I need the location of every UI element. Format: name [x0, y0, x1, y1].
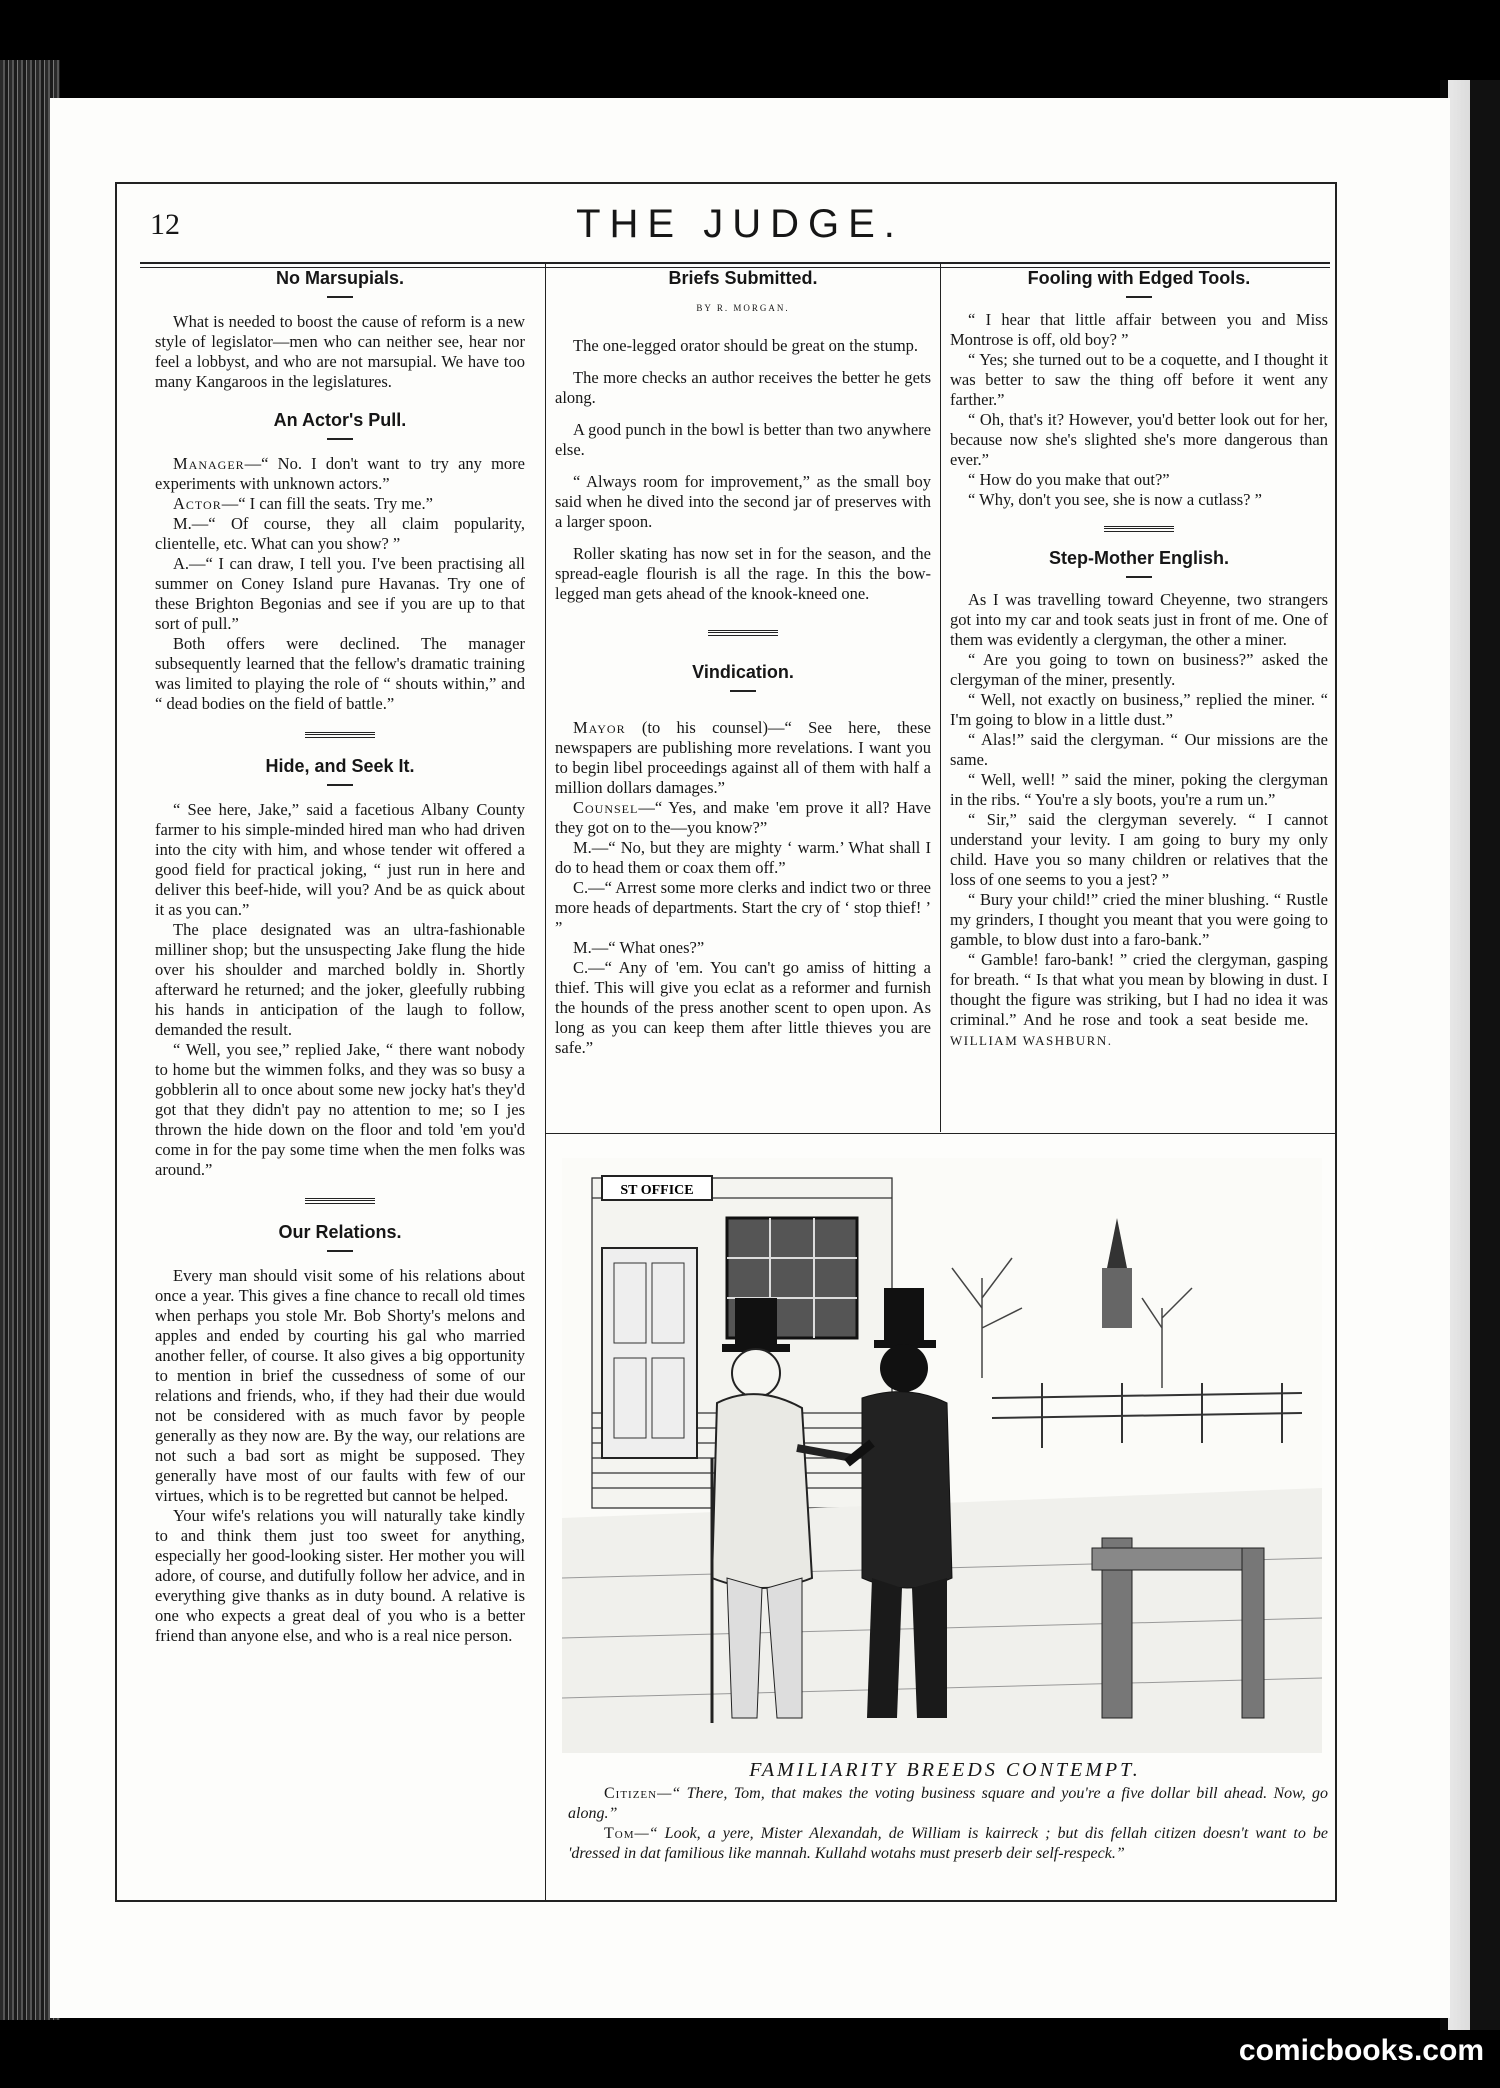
- caption-line: [568, 1784, 1328, 1824]
- paragraph: Roller skating has now set in for the season, and the spread-eagle flourish is all the rage. In this the bow-legged man gets ahead of the knook-kneed one.: [555, 544, 931, 603]
- title-rule: [327, 438, 353, 440]
- paragraph: “ How do you make that out?”: [968, 470, 1170, 489]
- paragraph: “ Well, you see,” replied Jake, “ there want nobody to home but the wimmen folks, and they was so busy a gobblerin all to once about some new jocky hat's they'd got that they didn't pay no attention to me; so I jes thrown the hide down on the floor and told 'em you'd come in for the pay some time when the men folks was around.”: [155, 1040, 525, 1179]
- speaker-label: Mayor: [573, 718, 626, 737]
- paragraph: “ Are you going to town on business?” asked the clergyman of the miner, presently.: [950, 650, 1328, 689]
- article-title: Fooling with Edged Tools.: [1027, 268, 1251, 288]
- paragraph: M.—“ No, but they are mighty ‘ warm.’ What shall I do to head them or coax them off.”: [555, 838, 931, 877]
- paragraph: “ Well, not exactly on business,” replied the miner. “ I'm going to blow in a little dust.”: [950, 690, 1328, 729]
- paragraph: A.—“ I can draw, I tell you. I've been practising all summer on Coney Island pure Havanas. Try one of these Brighton Begonias and see if you are up to that sort of pull.”: [155, 554, 525, 633]
- paragraph: [950, 950, 1328, 1051]
- sign-text: ST OFFICE: [620, 1183, 694, 1198]
- paragraph: “ Yes; she turned out to be a coquette, and I thought it was better to saw the thing off before it went any farther.”: [950, 350, 1328, 409]
- cartoon-top-rule: [545, 1133, 1335, 1134]
- article-title: An Actor's Pull.: [273, 410, 407, 430]
- column-1: [155, 268, 525, 1646]
- paragraph: What is needed to boost the cause of reform is a new style of legislator—men who can neither see, hear nor feel a lobbyst, and who are not marsupial. We have too many Kangaroos in the legislatures.: [155, 312, 525, 391]
- title-rule: [730, 690, 756, 692]
- column-3: [950, 268, 1328, 1051]
- article-title: Step-Mother English.: [1049, 548, 1229, 568]
- paragraph: “ Well, well! ” said the miner, poking the clergyman in the ribs. “ You're a sly boots, you're a rum un.”: [950, 770, 1328, 809]
- header-rule: [140, 262, 1330, 264]
- speaker-label: Actor: [173, 494, 222, 513]
- paragraph: Your wife's relations you will naturally take kindly to and think them just too sweet for anything, especially her good-looking sister. Her mother you will adore, of course, and dutifully follow her advice, and in everything give thanks as in duty bound. A relative is one who expects a great deal of you who is a better friend than anyone else, and who is a real nice person.: [155, 1506, 525, 1645]
- paragraph: The place designated was an ultra-fashionable milliner shop; but the unsuspecting Jake flung the hide over his shoulder and marched boldly in. Shortly afterward he returned; and the joker, gleefully rubbing his hands in anticipation of the laugh to follow, demanded the result.: [155, 920, 525, 1039]
- paragraph: “ I hear that little affair between you and Miss Montrose is off, old boy? ”: [950, 310, 1328, 349]
- speaker-label: Tom: [604, 1825, 635, 1842]
- title-rule: [327, 1250, 353, 1252]
- section-separator: [708, 630, 778, 636]
- paragraph: [555, 798, 931, 838]
- paragraph: “ Alas!” said the clergyman. “ Our missions are the same.: [950, 730, 1328, 769]
- column-2: [555, 268, 931, 1058]
- paragraph: “ Always room for improvement,” as the small boy said when he dived into the second jar of preserves with a larger spoon.: [555, 472, 931, 531]
- paragraph: [155, 454, 525, 494]
- paragraph: “ Bury your child!” cried the miner blushing. “ Rustle my grinders, I thought you meant that you were going to gamble, to blow dust into a faro-bank.”: [950, 890, 1328, 949]
- paragraph: “ Sir,” said the clergyman severely. “ I cannot understand your levity. I am going to bury my only child. Have you so many children or relatives that the loss of one seems to you a jest? ”: [950, 810, 1328, 889]
- paragraph: “ See here, Jake,” said a facetious Albany County farmer to his simple-minded hired man who had driven into the city with him, and whose tender wit offered a good field for practical joking, “ just run in here and deliver this beef-hide, will you? And be as quick about it as you can.”: [155, 800, 525, 919]
- caption-text: —“ Look, a yere, Mister Alexandah, de William is kairreck ; but dis fellah citizen doesn't want to be 'dressed in dat familious like mannah. Kullahd wotahs must preserb deir self-respeck.”: [568, 1825, 1328, 1862]
- paragraph-text: —“ No. I don't want to try any more experiments with unknown actors.”: [155, 454, 525, 493]
- paragraph-text: (to his counsel)—“ See here, these newspapers are publishing more revelations. I want you to begin libel proceedings against all of them with half a million dollars damages.”: [555, 718, 931, 797]
- paragraph: M.—“ What ones?”: [573, 938, 705, 957]
- paragraph: [555, 718, 931, 798]
- article-title: Briefs Submitted.: [668, 268, 818, 288]
- section-separator: [305, 1198, 375, 1204]
- masthead-title: THE JUDGE.: [576, 202, 904, 246]
- author-signature: WILLIAM WASHBURN.: [950, 1033, 1113, 1048]
- section-separator: [1104, 526, 1174, 532]
- cartoon-caption: [568, 1784, 1328, 1864]
- speaker-label: Counsel: [573, 798, 639, 817]
- page-number: 12: [150, 208, 180, 241]
- watermark: comicbooks.com: [1238, 2034, 1484, 2067]
- paragraph-text: —“ I can fill the seats. Try me.”: [221, 494, 433, 513]
- cartoon-illustration: [562, 1158, 1322, 1753]
- title-rule: [327, 784, 353, 786]
- paragraph-text: “ Gamble! faro-bank! ” cried the clergyman, gasping for breath. “ Is that what you mean by blowing in dust. I thought the figure was striking, but I had no idea it was criminal.” And he rose and took a seat beside me.: [950, 950, 1328, 1029]
- title-rule: [1126, 576, 1152, 578]
- paragraph: Both offers were declined. The manager subsequently learned that the fellow's dramatic training was limited to playing the role of “ shouts within,” and “ dead bodies on the field of battle.”: [155, 634, 525, 713]
- speaker-label: Manager: [173, 454, 245, 473]
- column-divider: [545, 262, 546, 1902]
- paragraph: “ Oh, that's it? However, you'd better look out for her, because now she's slighted she's more dangerous than ever.”: [950, 410, 1328, 469]
- paragraph: The more checks an author receives the better he gets along.: [555, 368, 931, 407]
- caption-text: —“ There, Tom, that makes the voting business square and you're a five dollar bill ahead. Now, go along.”: [568, 1785, 1328, 1822]
- article-title: Vindication.: [692, 662, 794, 682]
- paragraph: M.—“ Of course, they all claim popularity, clientelle, etc. What can you show? ”: [155, 514, 525, 553]
- article-title: Our Relations.: [278, 1222, 402, 1242]
- cartoon-title: FAMILIARITY BREEDS CONTEMPT.: [749, 1759, 1141, 1781]
- caption-line: [568, 1824, 1328, 1864]
- title-rule: [1126, 296, 1152, 298]
- speaker-label: Citizen: [604, 1785, 658, 1802]
- paragraph: The one-legged orator should be great on the stump.: [573, 336, 919, 355]
- section-separator: [305, 732, 375, 738]
- paragraph: “ Why, don't you see, she is now a cutlass? ”: [968, 490, 1262, 509]
- paragraph: C.—“ Any of 'em. You can't go amiss of hitting a thief. This will give you eclat as a reformer and furnish the hounds of the press another scent to open upon. As long as you can keep them after little thieves you are safe.”: [555, 958, 931, 1057]
- paragraph: C.—“ Arrest some more clerks and indict two or three more heads of departments. Start the cry of ‘ stop thief! ’ ”: [555, 878, 931, 937]
- byline: BY R. MORGAN.: [696, 303, 790, 313]
- page-header: [150, 202, 1330, 258]
- paragraph: A good punch in the bowl is better than two anywhere else.: [555, 420, 931, 459]
- paragraph: As I was travelling toward Cheyenne, two strangers got into my car and took seats just in front of me. One of them was evidently a clergyman, the other a miner.: [950, 590, 1328, 649]
- paragraph: Every man should visit some of his relations about once a year. This gives a fine chance to recall old times when perhaps you stole Mr. Bob Shorty's melons and apples and ended by courting his gal who married another feller, of course. It also gives a big opportunity to mention in brief the cussedness of some of our relations and friends, who, if they had their due would not be considered with as much favor by people generally as they now are. By the way, our relations are not such a bad sort as might be supposed. They generally have most of our faults with few of our virtues, which is to be regretted but cannot be helped.: [155, 1266, 525, 1505]
- paragraph-text: —“ Yes, and make 'em prove it all? Have they got on to the—you know?”: [555, 798, 931, 837]
- paragraph: [155, 494, 525, 514]
- column-divider: [940, 262, 941, 1132]
- article-title: Hide, and Seek It.: [265, 756, 415, 776]
- title-rule: [327, 296, 353, 298]
- article-title: No Marsupials.: [275, 268, 405, 288]
